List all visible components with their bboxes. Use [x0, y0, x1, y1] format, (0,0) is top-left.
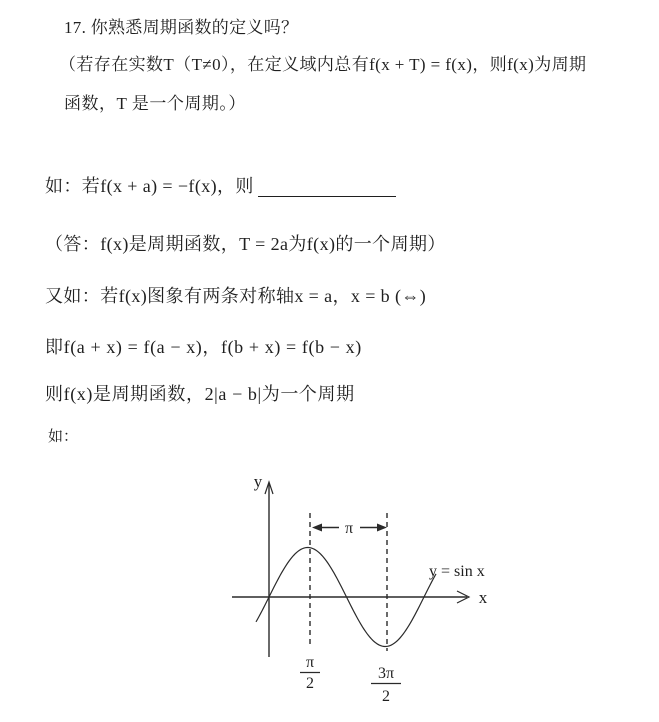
definition-line-2: 函数，T 是一个周期。） [64, 94, 246, 113]
left-arrow-icon [312, 524, 322, 532]
example-2-equations: 即f(a + x) = f(a − x)，f(b + x) = f(b − x) [45, 337, 362, 357]
tick-3pi-over-2-denominator: 2 [382, 688, 390, 705]
curve-label: y = sin x [429, 563, 485, 580]
example-2-conclusion: 则f(x)是周期函数，2|a − b|为一个周期 [45, 384, 355, 404]
example-1-answer: （答：f(x)是周期函数，T = 2a为f(x)的一个周期） [45, 234, 446, 254]
tick-label-3pi-over-2 [371, 665, 401, 705]
example-1-line [45, 175, 396, 198]
tick-pi-over-2-numerator: π [305, 654, 315, 671]
period-label: π [344, 520, 354, 537]
right-arrow-icon [377, 524, 387, 532]
example-1-prompt: 如：若f(x + a) = −f(x)，则 [45, 176, 254, 196]
answer-blank-underline [258, 194, 396, 197]
y-axis-label: y [253, 472, 263, 491]
example-2-condition: 又如：若f(x)图象有两条对称轴x = a，x = b (⇔) [45, 286, 427, 306]
example-3-prompt: 如： [48, 429, 79, 445]
question-17-title: 17. 你熟悉周期函数的定义吗？ [64, 18, 299, 37]
tick-3pi-over-2-numerator: 3π [377, 665, 395, 682]
sine-graph-figure [230, 470, 520, 720]
x-axis-label: x [478, 588, 488, 607]
definition-line-1: （若存在实数T（T≠0），在定义域内总有f(x + T) = f(x)，则f(x)为周期 [59, 55, 587, 74]
tick-pi-over-2-denominator: 2 [306, 675, 314, 692]
tick-label-pi-over-2 [300, 654, 320, 692]
period-annotation [312, 520, 387, 537]
